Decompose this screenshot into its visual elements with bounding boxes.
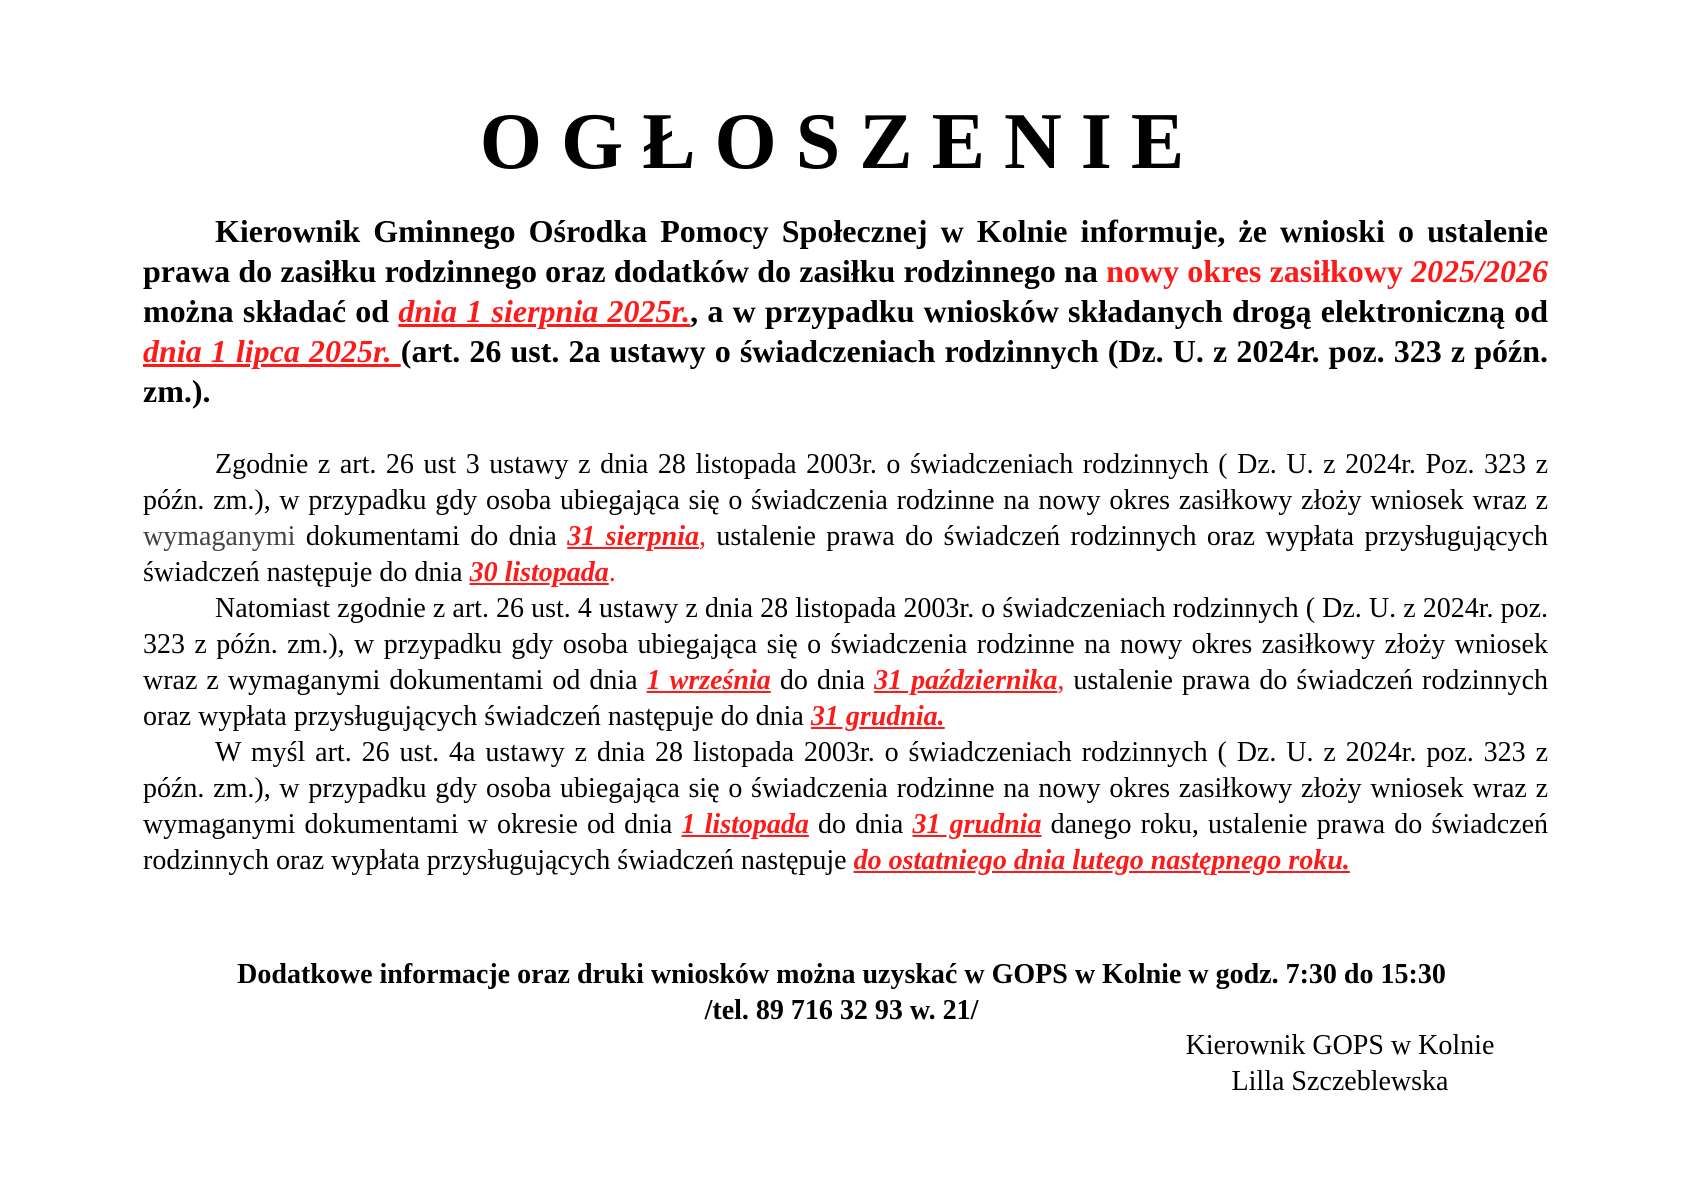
deadline-date: do ostatniego dnia lutego następnego roku.: [853, 845, 1350, 876]
body-paragraphs: [143, 447, 1548, 879]
paragraph-text: ustalenie prawa do świadczeń rodzinnych oraz wypłata przysługujących świadczeń następuje do dnia: [143, 521, 1548, 588]
lead-text: można składać od: [143, 293, 399, 329]
paragraph-text: do dnia: [770, 665, 875, 696]
punctuation: .: [608, 557, 616, 588]
lead-date-july: dnia 1 lipca 2025r.: [143, 333, 401, 369]
lead-text: , a w przypadku wniosków składanych drogą elektroniczną od: [690, 293, 1549, 329]
paragraph-text: W myśl art. 26 ust. 4a ustawy z dnia 28 listopada 2003r. o świadczeniach rodzinnych ( Dz. U. z 2024r. poz. 323 z późn. zm.), w przypadku gdy osoba ubiegająca się o świadczenia rodzinne na nowy okres zasiłkowy złoży wniosek wraz z wymaganymi dokumentami w okresie od dnia: [143, 737, 1548, 840]
deadline-date: 30 listopada: [469, 557, 609, 588]
signature-block: [1140, 1028, 1540, 1100]
lead-date-august: dnia 1 sierpnia 2025r.: [398, 293, 691, 329]
signature-name: Lilla Szczeblewska: [1231, 1066, 1449, 1097]
paragraph-text: dokumentami do dnia: [295, 521, 568, 552]
deadline-date: 31 października: [874, 665, 1058, 696]
lead-highlight-years: 2025/2026: [1411, 253, 1549, 289]
page-title: OGŁOSZENIE: [479, 98, 1204, 186]
deadline-date: 31 grudnia: [912, 809, 1042, 840]
paragraph-2: [143, 591, 1548, 735]
lead-highlight-period: nowy okres zasiłkowy: [1106, 253, 1412, 289]
paragraph-text: Natomiast zgodnie z art. 26 ust. 4 ustawy z dnia 28 listopada 2003r. o świadczeniach rodzinnych ( Dz. U. z 2024r. poz. 323 z późn. zm.), w przypadku gdy osoba ubiegająca się o świadczenia rodzinne na nowy okres zasiłkowy złoży wniosek wraz z wymaganymi dokumentami od dnia: [143, 593, 1548, 696]
punctuation: ,: [698, 521, 706, 552]
paragraph-text: Zgodnie z art. 26 ust 3 ustawy z dnia 28 listopada 2003r. o świadczeniach rodzinnych ( Dz. U. z 2024r. Poz. 323 z późn. zm.), w przypadku gdy osoba ubiegająca się o świadczenia rodzinne na nowy okres zasiłkowy złoży wniosek wraz z: [143, 449, 1548, 516]
punctuation: ,: [1057, 665, 1065, 696]
paragraph-1: [143, 447, 1548, 591]
contact-info: [0, 957, 1683, 1029]
paragraph-text: wymaganymi: [143, 521, 296, 552]
lead-text: Kierownik Gminnego Ośrodka Pomocy Społecznej w Kolnie informuje, że wnioski o ustalenie prawa do zasiłku rodzinnego oraz dodatków do zasiłku rodzinnego na: [143, 213, 1548, 289]
lead-text: (art. 26 ust. 2a ustawy o świadczeniach rodzinnych (Dz. U. z 2024r. poz. 323 z późn. zm.).: [143, 333, 1549, 409]
paragraph-text: do dnia: [808, 809, 913, 840]
signature-role: Kierownik GOPS w Kolnie: [1185, 1030, 1495, 1061]
deadline-date: 1 listopada: [681, 809, 809, 840]
paragraph-text: danego roku, ustalenie prawa do świadczeń rodzinnych oraz wypłata przysługujących świadczeń następuje: [143, 809, 1548, 876]
lead-paragraph: [143, 211, 1548, 411]
paragraph-3: [143, 735, 1548, 879]
deadline-date: 31 grudnia.: [810, 701, 945, 732]
phone-number: /tel. 89 716 32 93 w. 21/: [704, 995, 979, 1026]
deadline-date: 31 sierpnia: [567, 521, 699, 552]
deadline-date: 1 września: [646, 665, 771, 696]
office-hours: Dodatkowe informacje oraz druki wniosków można uzyskać w GOPS w Kolnie w godz. 7:30 do 15:30: [237, 959, 1446, 990]
paragraph-text: ustalenie prawa do świadczeń rodzinnych oraz wypłata przysługujących świadczeń następuje do dnia: [143, 665, 1549, 732]
